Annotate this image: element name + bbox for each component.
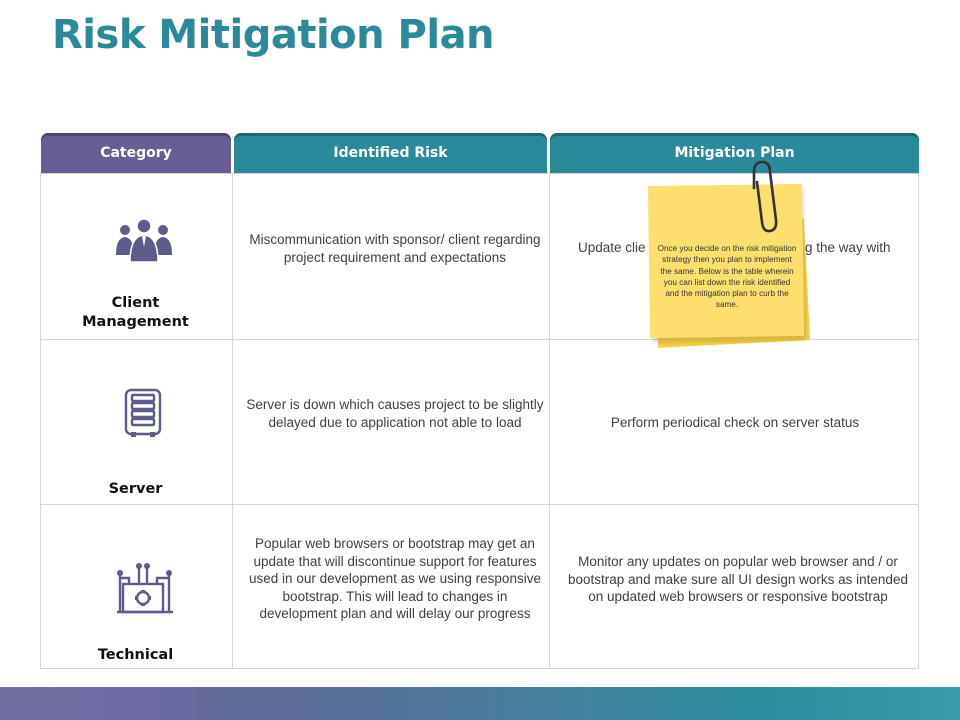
header-identified-risk: Identified Risk	[234, 133, 547, 173]
risk-text-technical: Popular web browsers or bootstrap may get an update that will discontinue support for features used in our development as we using responsive bootstrap. This will lead to changes in development plan and will delay our progress	[249, 536, 541, 622]
category-label-client-management: Client Management	[82, 295, 189, 330]
column-divider	[549, 174, 550, 668]
footer-band-accent	[0, 687, 198, 720]
row-divider	[41, 504, 918, 505]
mitigation-text-technical: Monitor any updates on popular web browser and / or bootstrap and make sure all UI design works as intended on updated web browsers or responsive bootstrap	[568, 554, 908, 605]
page-title: Risk Mitigation Plan	[52, 12, 495, 58]
risk-text-server: Server is down which causes project to be slightly delayed due to application not able to load	[246, 397, 544, 430]
mitigation-text-server: Perform periodical check on server status	[610, 415, 860, 430]
server-icon	[124, 388, 164, 438]
users-group-icon	[114, 217, 174, 263]
footer-band	[0, 687, 960, 720]
sticky-note-text: Once you decide on the risk mitigation strategy then you plan to implement the same. Below is the table wherein you can list down the risk identified and the mitigation plan to curb the same.	[657, 244, 797, 310]
header-category: Category	[41, 133, 231, 173]
risk-text-client: Miscommunication with sponsor/ client regarding project requirement and expectations	[249, 232, 541, 265]
mitigation-text-client-tail: g the way with	[805, 240, 891, 255]
category-label-server: Server	[108, 481, 163, 497]
circuit-chip-icon	[115, 562, 175, 618]
category-label-technical: Technical	[97, 647, 174, 663]
mitigation-text-client: Update clie	[578, 240, 646, 255]
column-divider	[232, 174, 233, 668]
paperclip-icon	[742, 158, 786, 238]
header-mitigation-plan: Mitigation Plan	[550, 133, 919, 173]
